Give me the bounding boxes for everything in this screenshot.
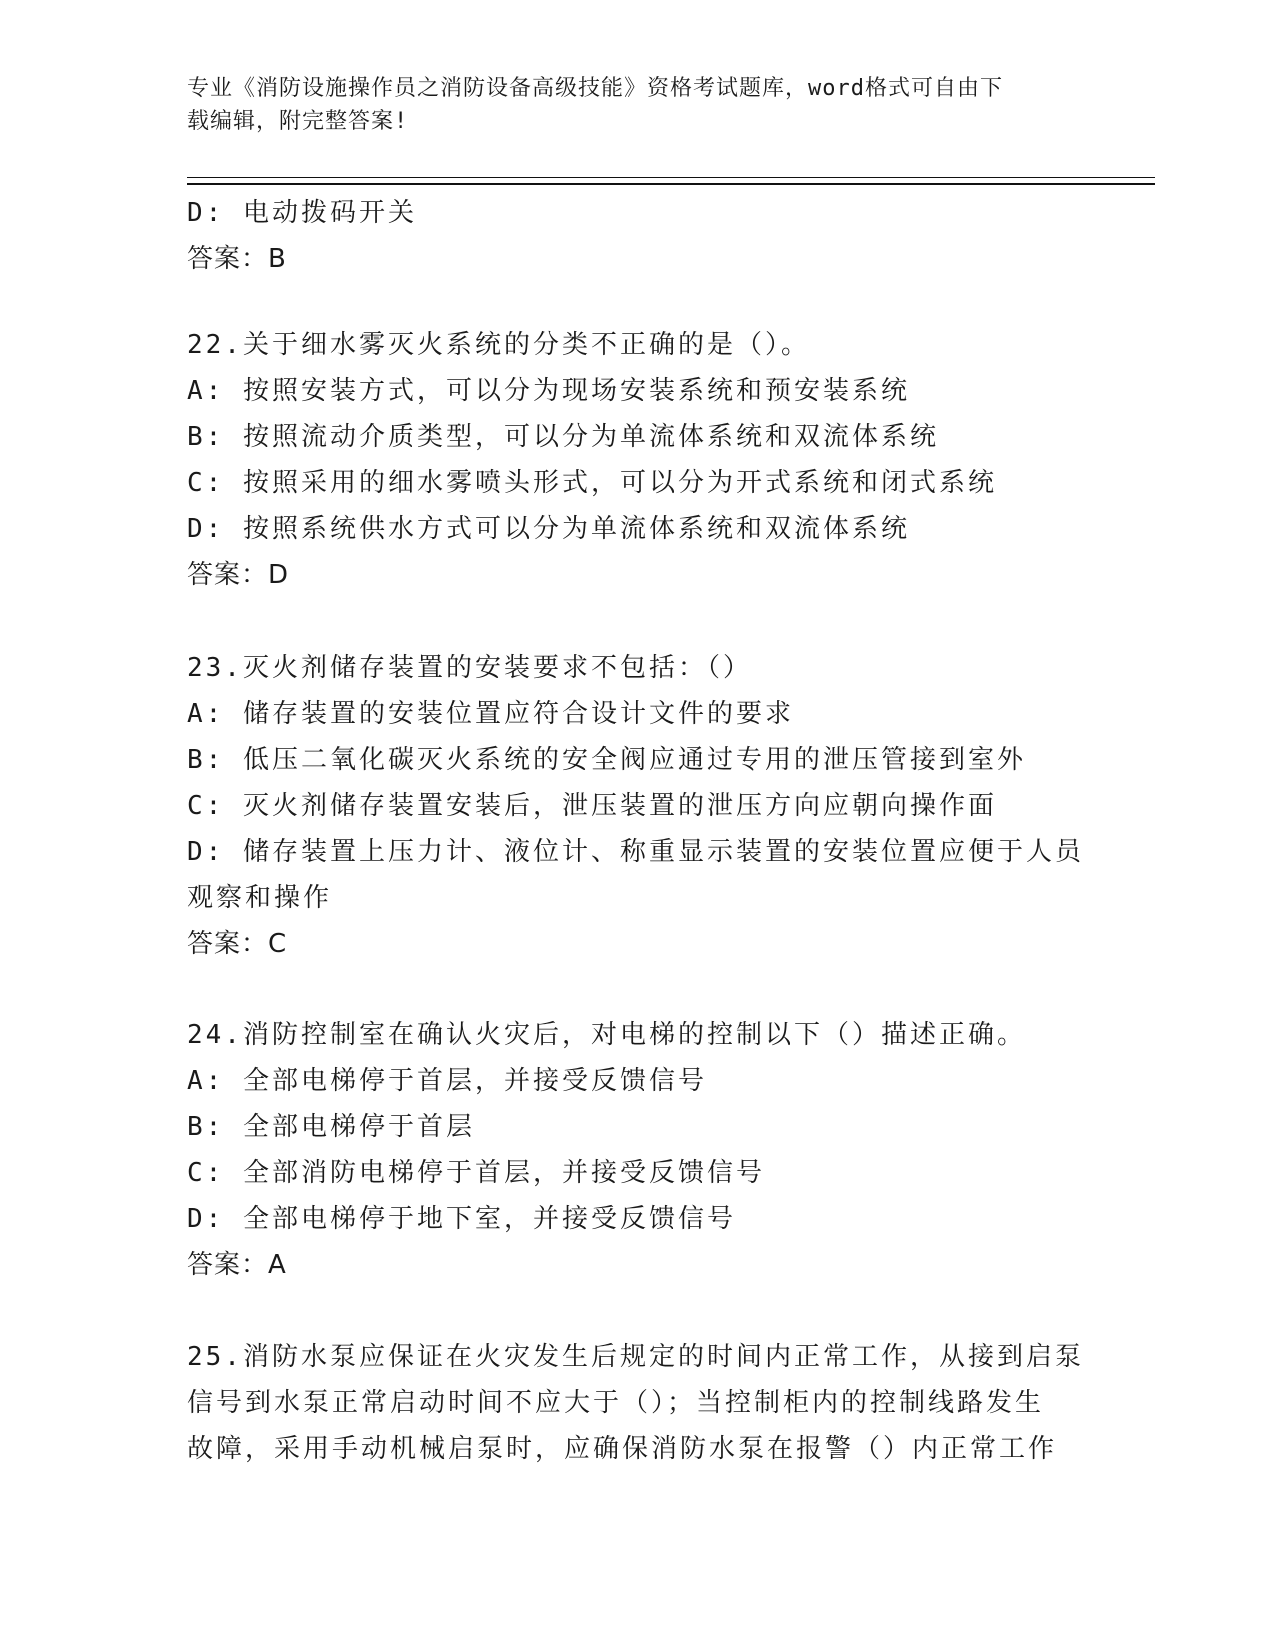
answer-line: 答案：D	[187, 560, 290, 590]
option-c: C: 按照采用的细水雾喷头形式，可以分为开式系统和闭式系统	[187, 468, 997, 498]
question-stem-line: 25.消防水泵应保证在火灾发生后规定的时间内正常工作，从接到启泵	[187, 1342, 1084, 1372]
question-stem: 23.灭火剂储存装置的安装要求不包括：（）	[187, 653, 752, 683]
option-a: A: 按照安装方式，可以分为现场安装系统和预安装系统	[187, 376, 910, 406]
option-b: B: 全部电梯停于首层	[187, 1112, 475, 1142]
question-25	[187, 1334, 1087, 1472]
option-d: D: 电动拨码开关	[187, 198, 417, 228]
option-c: C: 全部消防电梯停于首层，并接受反馈信号	[187, 1158, 765, 1188]
option-b: B: 按照流动介质类型，可以分为单流体系统和双流体系统	[187, 422, 939, 452]
option-d-continuation: 观察和操作	[187, 883, 333, 913]
header-title-line2: 载编辑，附完整答案!	[187, 109, 409, 134]
header-divider-thin	[187, 177, 1155, 178]
option-c: C: 灭火剂储存装置安装后，泄压装置的泄压方向应朝向操作面	[187, 791, 997, 821]
option-b: B: 低压二氧化碳灭火系统的安全阀应通过专用的泄压管接到室外	[187, 745, 1026, 775]
option-d: D: 全部电梯停于地下室，并接受反馈信号	[187, 1204, 736, 1234]
question-stem: 24.消防控制室在确认火灾后，对电梯的控制以下（）描述正确。	[187, 1020, 1026, 1050]
option-d: D: 按照系统供水方式可以分为单流体系统和双流体系统	[187, 514, 910, 544]
header-title-line1: 专业《消防设施操作员之消防设备高级技能》资格考试题库，word格式可自由下	[187, 76, 1003, 101]
question-24	[187, 1012, 1087, 1288]
previous-question-tail	[187, 190, 1087, 282]
answer-line: 答案：B	[187, 244, 287, 274]
question-stem: 22.关于细水雾灭火系统的分类不正确的是（）。	[187, 330, 810, 360]
option-d: D: 储存装置上压力计、液位计、称重显示装置的安装位置应便于人员	[187, 837, 1084, 867]
answer-line: 答案：C	[187, 929, 288, 959]
option-a: A: 储存装置的安装位置应符合设计文件的要求	[187, 699, 794, 729]
answer-line: 答案：A	[187, 1250, 287, 1280]
question-23	[187, 645, 1087, 967]
document-header	[187, 72, 1067, 138]
option-a: A: 全部电梯停于首层，并接受反馈信号	[187, 1066, 707, 1096]
header-divider-thick	[187, 183, 1155, 185]
question-22	[187, 322, 1087, 598]
question-stem-line: 信号到水泵正常启动时间不应大于（）；当控制柜内的控制线路发生	[187, 1388, 1045, 1418]
question-stem-line: 故障，采用手动机械启泵时，应确保消防水泵在报警（）内正常工作	[187, 1434, 1058, 1464]
